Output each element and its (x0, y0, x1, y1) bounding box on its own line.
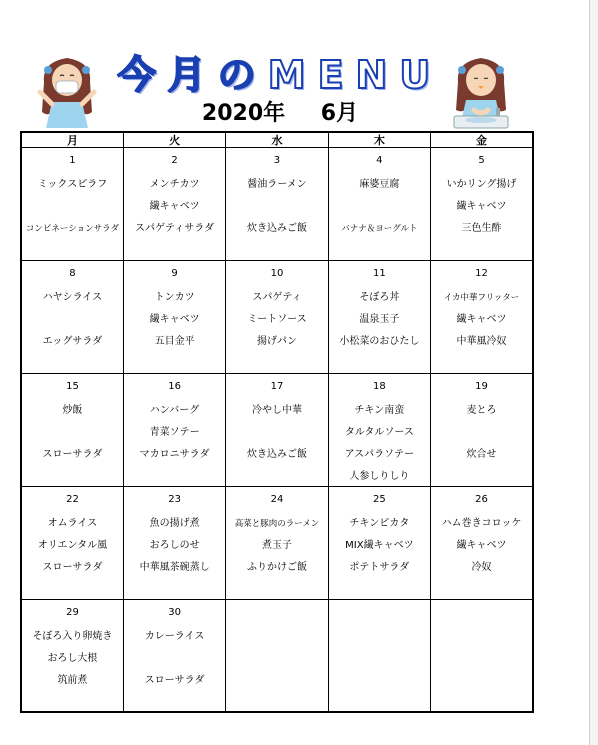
day-number: 3 (273, 155, 281, 166)
weekday-mon: 月 (21, 132, 123, 148)
day-cell (123, 148, 225, 261)
menu-item: 繊キャベツ (456, 201, 507, 212)
day-cell (21, 148, 123, 261)
day-cell (431, 600, 533, 713)
day-cell (431, 148, 533, 261)
day-number: 11 (373, 268, 386, 279)
menu-item: 煮玉子 (261, 540, 292, 551)
day-number: 18 (373, 381, 386, 392)
day-cell (328, 148, 430, 261)
day-cell (431, 487, 533, 600)
weekday-header-row (21, 132, 533, 148)
menu-item: そぼろ丼 (359, 292, 400, 303)
day-cell (21, 261, 123, 374)
menu-item: ポテトサラダ (349, 562, 410, 573)
menu-item: いかリング揚げ (446, 179, 517, 190)
year-label: 2020年 (201, 101, 286, 126)
menu-item: 青菜ソテー (149, 427, 200, 438)
menu-item: 冷奴 (471, 562, 492, 573)
day-number: 2 (171, 155, 178, 166)
day-number: 10 (270, 268, 284, 279)
day-number: 30 (168, 607, 181, 618)
menu-item: メンチカツ (149, 179, 200, 190)
day-number: 25 (373, 494, 386, 505)
weekday-tue: 火 (123, 132, 225, 148)
day-number: 26 (475, 494, 488, 505)
menu-item (22, 427, 123, 439)
day-number: 15 (66, 381, 79, 392)
menu-item: 炊合せ (466, 449, 497, 460)
week-row (21, 148, 533, 261)
menu-calendar (20, 131, 534, 713)
menu-item (431, 427, 532, 439)
menu-item: バナナ＆ヨーグルト (341, 224, 418, 234)
day-number: 16 (168, 381, 181, 392)
menu-item: カレーライス (144, 631, 205, 642)
weekday-thu: 木 (328, 132, 430, 148)
day-number: 19 (475, 381, 488, 392)
menu-item (329, 201, 430, 213)
menu-item (124, 653, 225, 665)
day-cell (226, 374, 328, 487)
day-cell (123, 261, 225, 374)
day-cell (226, 148, 328, 261)
menu-item (226, 427, 327, 439)
weekday-fri: 金 (431, 132, 533, 148)
day-cell (431, 374, 533, 487)
menu-item: 炒飯 (62, 405, 83, 416)
menu-item: オリエンタル風 (37, 540, 108, 551)
menu-item: イカ中華フリッター (443, 293, 520, 303)
day-cell (226, 600, 328, 713)
page-title: 今月のMENU (117, 53, 443, 97)
menu-item: タルタルソース (344, 427, 414, 438)
menu-item: 麦とろ (466, 405, 497, 416)
menu-item: 冷やし中華 (251, 405, 302, 416)
menu-item: ハンバーグ (149, 405, 200, 416)
menu-item: 醤油ラーメン (247, 179, 307, 190)
menu-item: エッグサラダ (42, 336, 103, 347)
day-number: 12 (475, 268, 488, 279)
day-number (431, 607, 532, 621)
week-row (21, 261, 533, 374)
menu-item: 高菜と豚肉のラーメン (234, 519, 320, 529)
day-number (329, 607, 430, 621)
menu-item: コンビネーションサラダ (25, 224, 119, 234)
menu-item: 繊キャベツ (149, 201, 200, 212)
day-cell (226, 487, 328, 600)
menu-item: 繊キャベツ (149, 314, 200, 325)
day-cell (123, 487, 225, 600)
week-row (21, 600, 533, 713)
menu-item: 中華風冷奴 (456, 336, 507, 347)
scrollbar[interactable] (590, 0, 598, 745)
menu-item: マカロニサラダ (139, 449, 210, 460)
menu-item: 五目金平 (154, 336, 195, 347)
menu-item: ふりかけご飯 (246, 562, 307, 573)
menu-item: おろしのせ (149, 540, 200, 551)
day-cell (431, 261, 533, 374)
menu-item: そぼろ入り卵焼き (32, 631, 113, 642)
menu-item: 小松菜のおひたし (339, 336, 420, 347)
menu-item: 人参しりしり (349, 471, 410, 482)
date-heading (0, 96, 560, 127)
menu-item: 温泉玉子 (359, 314, 400, 325)
menu-item: アスパラソテー (344, 449, 415, 460)
menu-item: 中華風茶碗蒸し (139, 562, 210, 573)
month-label: 6月 (320, 101, 359, 126)
menu-item: トンカツ (154, 292, 195, 303)
menu-item: おろし大根 (47, 653, 98, 664)
menu-item: MIX繊キャベツ (345, 540, 414, 551)
menu-item: ミックスピラフ (37, 179, 108, 190)
menu-item (22, 201, 123, 213)
day-cell (226, 261, 328, 374)
week-row (21, 374, 533, 487)
day-number: 24 (270, 494, 284, 505)
day-cell (21, 487, 123, 600)
menu-item: 筑前煮 (57, 675, 88, 686)
menu-item: 三色生酢 (461, 223, 502, 234)
menu-item: オムライス (47, 518, 98, 529)
day-cell (328, 487, 430, 600)
menu-item: 炊き込みご飯 (246, 449, 307, 460)
menu-item: スローサラダ (144, 675, 205, 686)
menu-item: 魚の揚げ煮 (149, 518, 200, 529)
menu-item: スパゲティサラダ (135, 223, 215, 234)
menu-item: 炊き込みご飯 (246, 223, 307, 234)
menu-item: 揚げパン (256, 336, 297, 347)
day-number: 17 (270, 381, 284, 392)
day-number: 1 (69, 155, 76, 166)
menu-item: ハム巻きコロッケ (441, 518, 522, 529)
day-number: 22 (66, 494, 79, 505)
day-cell (21, 374, 123, 487)
day-number: 29 (66, 607, 79, 618)
menu-item: スローサラダ (42, 449, 103, 460)
menu-item: チキン南蛮 (354, 405, 405, 416)
menu-item: チキンピカタ (349, 518, 410, 529)
menu-item: ハヤシライス (42, 292, 103, 303)
day-number: 23 (168, 494, 181, 505)
menu-item (226, 201, 327, 213)
day-cell (328, 261, 430, 374)
menu-item: 麻婆豆腐 (359, 179, 400, 190)
day-cell (21, 600, 123, 713)
weekday-wed: 水 (226, 132, 328, 148)
menu-item: ミートソース (247, 314, 307, 325)
day-number: 5 (478, 155, 485, 166)
day-cell (328, 374, 430, 487)
day-cell (123, 600, 225, 713)
menu-item: 繊キャベツ (456, 314, 507, 325)
day-cell (328, 600, 430, 713)
menu-item (22, 314, 123, 326)
day-cell (123, 374, 225, 487)
menu-item: スローサラダ (42, 562, 103, 573)
day-number: 8 (69, 268, 76, 279)
day-number: 9 (171, 268, 178, 279)
menu-item: 繊キャベツ (456, 540, 507, 551)
menu-item: スパゲティ (252, 292, 302, 303)
day-number: 4 (376, 155, 383, 166)
day-number (226, 607, 327, 621)
week-row (21, 487, 533, 600)
